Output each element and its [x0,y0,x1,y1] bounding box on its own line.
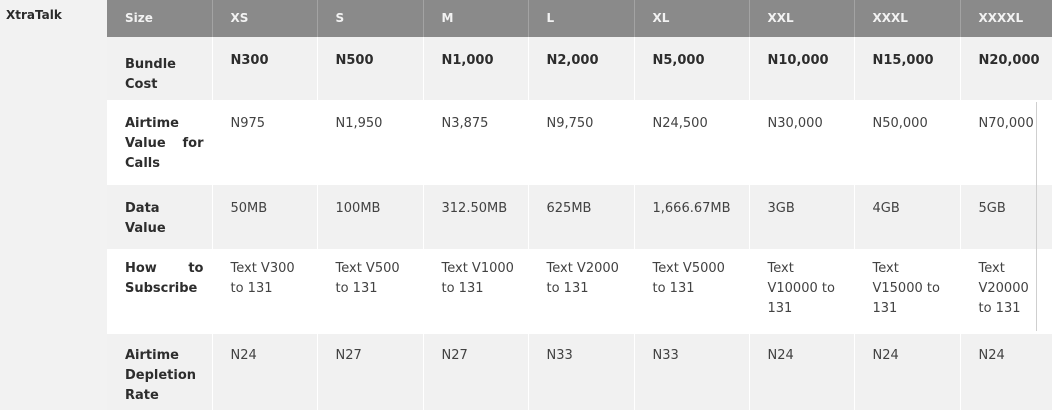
table-cell: N9,750 [528,100,634,185]
table-cell: N24 [854,334,960,410]
table-cell: N3,875 [423,100,528,185]
header-m: M [423,0,528,37]
table-cell: Text V1000 to 131 [423,249,528,334]
table-cell: N500 [317,37,423,100]
table-cell: 100MB [317,185,423,249]
table-cell: 5GB [960,185,1052,249]
header-l: L [528,0,634,37]
table-cell: N33 [634,334,749,410]
row-label-airtime-value: Airtime Value for Calls [107,100,212,185]
table-cell: N30,000 [749,100,854,185]
table-row [107,100,1052,185]
table-cell: 625MB [528,185,634,249]
table-row [107,334,1052,410]
bundle-table [107,0,1052,410]
table-header-row [107,0,1052,37]
table-cell: Text V5000 to 131 [634,249,749,334]
table-cell: 312.50MB [423,185,528,249]
scroll-edge-divider [1036,102,1037,331]
table-cell: N24,500 [634,100,749,185]
table-cell: N24 [960,334,1052,410]
table-cell: N2,000 [528,37,634,100]
table-cell: N27 [317,334,423,410]
table-cell: N1,000 [423,37,528,100]
table-cell: N70,000 [960,100,1052,185]
table-cell: N975 [212,100,317,185]
table-row [107,37,1052,100]
table-cell: N50,000 [854,100,960,185]
header-xxxxl: XXXXL [960,0,1052,37]
table-row [107,185,1052,249]
table-cell: N300 [212,37,317,100]
table-cell: N24 [212,334,317,410]
table-cell: Text V20000 to 131 [960,249,1052,334]
table-cell: Text V500 to 131 [317,249,423,334]
plan-name: XtraTalk [6,8,62,22]
plan-name-column [0,0,107,410]
header-xxl: XXL [749,0,854,37]
table-cell: 3GB [749,185,854,249]
table-cell: N1,950 [317,100,423,185]
table-cell: N15,000 [854,37,960,100]
table-cell: Text V10000 to 131 [749,249,854,334]
table-cell: N5,000 [634,37,749,100]
table-cell: N20,000 [960,37,1052,100]
header-s: S [317,0,423,37]
header-size: Size [107,0,212,37]
table-cell: N24 [749,334,854,410]
row-label-how-to-subscribe: How to Subscribe [107,249,212,334]
table-cell: 1,666.67MB [634,185,749,249]
table-cell: N10,000 [749,37,854,100]
row-label-airtime-depletion-rate: Airtime Depletion Rate [107,334,212,410]
table-cell: N33 [528,334,634,410]
table-cell: 50MB [212,185,317,249]
header-xl: XL [634,0,749,37]
table-cell: N27 [423,334,528,410]
header-xxxl: XXXL [854,0,960,37]
table-cell: Text V2000 to 131 [528,249,634,334]
table-row [107,249,1052,334]
table-cell: 4GB [854,185,960,249]
row-label-data-value: Data Value [107,185,212,249]
row-label-bundle-cost: Bundle Cost [107,37,212,100]
header-xs: XS [212,0,317,37]
table-cell: Text V15000 to 131 [854,249,960,334]
table-cell: Text V300 to 131 [212,249,317,334]
